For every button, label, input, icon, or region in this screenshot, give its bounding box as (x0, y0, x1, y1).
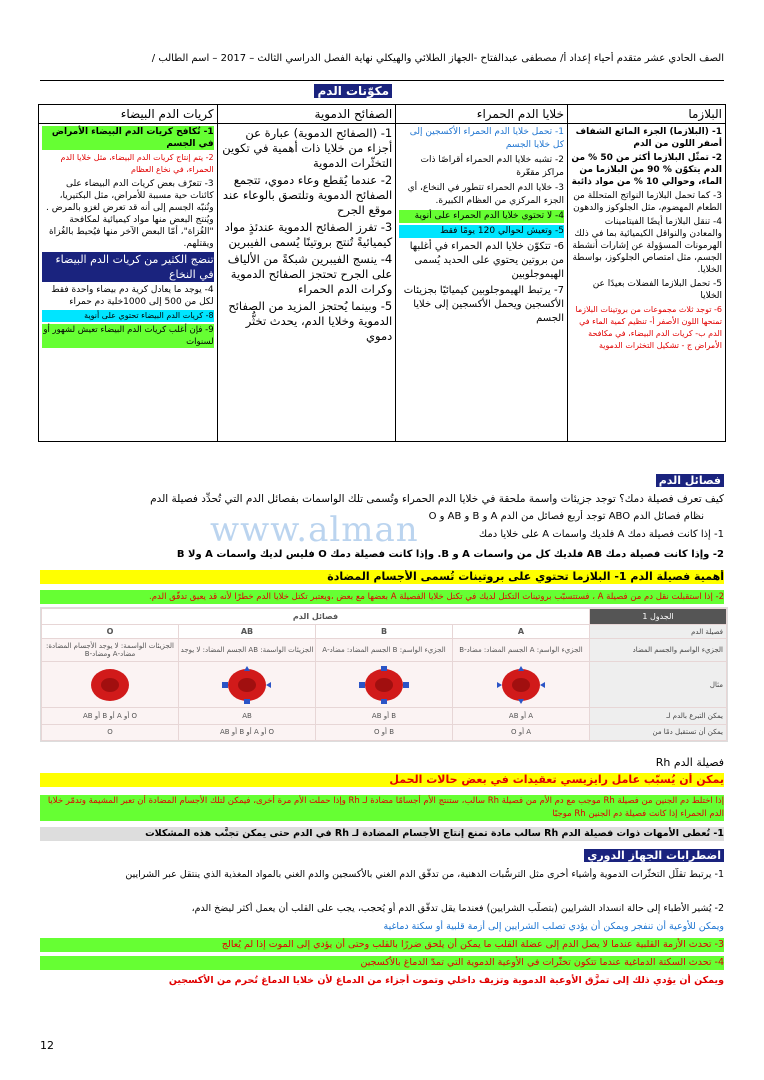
platelets-point-4: 4- ينسج الفيبرين شبكةً من الألياف على الجرح تحتجز الصفائح الدموية وكرات الدم الحمراء (227, 252, 393, 296)
wbc-highlight: تنضج الكثير من كريات الدم البيضاء في النخاع (42, 252, 214, 282)
platelets-point-2: 2- عندما يُقطع وعاء دموي، تتجمع الصفائح الدموية وتلتصق بالوعاء عند موقع الجرح (222, 173, 393, 217)
circulatory-disorders-title: اضطرابات الجهاز الدوري (584, 849, 724, 862)
plasma-point-1: 1- (البلازما) الجزء المائع الشفاف أصفر اللون من الدم (575, 127, 722, 149)
rbc-point-4: 4- لا تحتوي خلايا الدم الحمراء على أنوية (399, 210, 564, 223)
plasma-cell (568, 124, 726, 442)
rbc-point-6: 6- تتكوّن خلايا الدم الحمراء في أغلبها من بروتين يحتوي على الحديد يُسمى الهيموجلوبين (409, 241, 564, 280)
blood-groups-agglutination: 2- إذا استقبلت نقل دم من فصيلة A ، فستتسبّب بروتينات التكتل لديك في تكتل خلايا الفصيلة A بعضها مع بعض ،ويعتبر تكتل خلايا الدم خطرًا لأنه قد يعيق تدفّق الدم. (40, 590, 724, 604)
rh-title: فصيلة الدم Rh (655, 756, 724, 769)
page-number: 12 (40, 1039, 54, 1052)
wbc-point-3: 3- تتعرّف بعض كريات الدم البيضاء على كائنات حية مسببة للأمراض، مثل البكتيريا، وتُنبّه الجسم إلى أنه قد تعرض لغزو بالمرض . ويُنتج البعض منها مواد كيميائية لمكافحة "الغُزاة"، أمّا البعض الآخر منها فيُحيط بالغُزاة ويقتلهم. (45, 179, 214, 249)
plasma-point-2: 2- تمثّل البلازما أكثر من 50 % من الدم يتكوّن % 90 من البلازما من الماء، وحوالي 10 % من مواد ذائبة (571, 153, 722, 187)
blood-groups-line-2: 2- وإذا كانت فصيلة دمك AB فلديك كل من واسمات A و B. وإذا كانت فصيلة دمك O فليس لديك واسمات A ولا B (176, 549, 724, 560)
wbc-point-9: 9- فإن أغلب كريات الدم البيضاء تعيش لشهور أو لسنوات (43, 325, 214, 347)
rh-line-2: إذا اختلط دم الجنين من فصيلة Rh موجب مع دم الأم من فصيلة Rh سالب، ستنتج الأم أجسامًا مضادة لـ Rh وإذا حملت الأم مرة أخرى، فيمكن لتلك الأجسام المضادة أن تعبر المشيمة وتدمّر خلايا الدم الحمراء إذا كانت فصيلة دم الجنين Rh موجبًا (40, 795, 724, 821)
section-title-blood-components: مكوّنات الدم (314, 84, 392, 98)
row-label-example: مثال (590, 661, 727, 708)
blood-groups-question: كيف تعرف فصيلة دمك؟ توجد جزيئات واسمة ملحقة في خلايا الدم الحمراء وتُسمى تلك الواسمات بفصائل الدم التي تُحدِّد فصيلة الدم (150, 493, 724, 505)
header-wbc: كريات الدم البيضاء (39, 105, 218, 124)
plasma-point-6: 6- توجد ثلاث مجموعات من بروتينات البلازما تمنحها اللون الأصفر أ- تنظيم كمية الماء في الدم ب- كريات الدم البيضاء، في مكافحة الأمراض ج - تشكيل التخثرات الدموية (575, 305, 722, 350)
circ-line-1: 1- يرتبط تقلُّل التخثّرات الدموية وأشياء أخرى مثل الترسُّبات الدهنية، من تدفُّق الدم الغني بالأكسجين والدم الغني بالمواد المغذية الذي ينتقل عبر الشرايين (125, 869, 724, 880)
rbc-point-3: 3- خلايا الدم الحمراء تتطور في النخاع، أي الجزء المركزي من العظام الكبيرة. (407, 183, 564, 206)
rbc-point-2: 2- تشبه خلايا الدم الحمراء أقراصًا ذات مراكز مقعّرة (420, 155, 564, 178)
blood-type-figure (40, 607, 728, 742)
blood-components-table (38, 104, 726, 442)
blood-groups-title: فصائل الدم (656, 474, 724, 487)
row-label-type: فصيلة الدم (590, 625, 727, 639)
watermark: www.alman (210, 510, 419, 550)
header-platelets: الصفائح الدموية (217, 105, 396, 124)
rh-line-1: يمكن أن يُسبّب عامل رايزيسي تعقيدات في بعض حالات الحمل (40, 773, 724, 787)
group-b-receive: B أو O (316, 724, 453, 740)
group-b-donate: B أو AB (316, 708, 453, 724)
red-blood-cell-o-icon (75, 664, 145, 706)
red-blood-cell-b-icon (349, 664, 419, 706)
group-a-label: A (453, 625, 590, 639)
header-rbc: خلايا الدم الحمراء (396, 105, 568, 124)
group-ab-receive: O أو A أو B أو AB (179, 724, 316, 740)
figure-subtitle: فصائل الدم (42, 609, 590, 625)
plasma-point-5: 5- تحمل البلازما الفضلات بعيدًا عن الخلايا (592, 279, 722, 301)
platelets-point-3: 3- تفرز الصفائح الدموية عندئذٍ مواد كيميائيةً تُنتج بروتينًا يُسمى الفيبرين (224, 220, 393, 249)
circ-line-3: ويمكن للأوعية أن تنفجر ويمكن أن يؤدي تصلب الشرايين إلى أزمة قلبية أو سكتة دماغية (383, 921, 724, 932)
group-ab-label: AB (179, 625, 316, 639)
group-a-donate: A أو AB (453, 708, 590, 724)
group-o-label: O (42, 625, 179, 639)
group-b-markers: الجزيء الواسم: B الجسم المضاد: مضاد-A (316, 639, 453, 661)
rbc-point-7: 7- يرتبط الهيموجلوبين كيميائيًا بجزيئات الأكسجين ويحمل الأكسجين إلى خلايا الجسم (403, 285, 564, 324)
group-b-label: B (316, 625, 453, 639)
platelets-cell (217, 124, 396, 442)
rbc-point-1: 1- تحمل خلايا الدم الحمراء الأكسجين إلى كل خلايا الجسم (409, 127, 564, 150)
group-a-example (453, 661, 590, 708)
plasma-point-3: 3- كما تحمل البلازما النواتج المتحللة من الطعام المهضوم، مثل الجلوكوز والدهون (573, 191, 722, 213)
group-a-receive: A أو O (453, 724, 590, 740)
group-ab-markers: الجزيئات الواسمة: AB الجسم المضاد: لا يوجد (179, 639, 316, 661)
wbc-point-1: 1- تُكافح كريات الدم البيضاء الأمراض في الجسم (42, 126, 214, 150)
circ-line-2: 2- يُشير الأطباء إلى حالة انسداد الشرايين (بتصلُّب الشرايين) فعندما يقل تدفُّق الدم أو يُحجب، يجب على القلب أن يعمل أكثر ليضخ الدم، (191, 903, 724, 914)
rbc-cell (396, 124, 568, 442)
platelets-point-5: 5- وبينما يُحتجز المزيد من الصفائح الدموية وخلايا الدم، يحدث تخثُّر دموي (228, 299, 393, 343)
circ-line-6: ويمكن أن يؤدي ذلك إلى تمزُّق الأوعية الدموية وتزيف داخلي وتموت أجزاء من الدماغ لأن خلايا الدماغ تُحرم من الأكسجين (168, 975, 724, 986)
group-b-example (316, 661, 453, 708)
blood-groups-line-1: 1- إذا كانت فصيلة دمك A فلديك واسمات A على خلايا دمك (478, 529, 724, 540)
row-label-receive: يمكن أن تستقبل دمًا من (590, 724, 727, 740)
group-ab-example (179, 661, 316, 708)
header-plasma: البلازما (568, 105, 726, 124)
platelets-point-1: 1- (الصفائح الدموية) عبارة عن أجزاء من خلايا ذات أهمية في تكوين التخثّرات الدموية (222, 126, 393, 170)
group-o-example (42, 661, 179, 708)
circ-line-4: 3- تحدث الأزمة القلبية عندما لا يصل الدم إلى عضلة القلب ما يمكن أن يلحق ضررًا بالقلب وحتى أن يؤدي إلى الموت إذا لم يُعالج (40, 938, 724, 952)
row-label-donate: يمكن التبرع بالدم لـ (590, 708, 727, 724)
wbc-cell (39, 124, 218, 442)
wbc-point-8: 8- كريات الدم البيضاء تحتوي على أنوية (42, 310, 214, 322)
group-ab-donate: AB (179, 708, 316, 724)
rh-line-3: 1- تُعطى الأمهات ذوات فصيلة الدم Rh سالب مادة تمنع إنتاج الأجسام المضادة لـ Rh في الدم حتى يمكن تجنُّب هذه المشكلات (40, 827, 724, 841)
group-o-donate: O أو A أو B أو AB (42, 708, 179, 724)
group-a-markers: الجزيء الواسم: A الجسم المضاد: مضاد-B (453, 639, 590, 661)
row-label-markers: الجزيء الواسم والجسم المضاد (590, 639, 727, 661)
wbc-point-2: 2- يتم إنتاج كريات الدم البيضاء، مثل خلايا الدم الحمراء، في نخاع العظام (60, 153, 214, 174)
figure-title: الجدول 1 (590, 609, 727, 625)
group-o-receive: O (42, 724, 179, 740)
plasma-point-4: 4- تنقل البلازما أيضًا الفيتامينات والمعادن والنواقل الكيميائية بما في ذلك الهرمونات المسؤولة عن إشارات أنشطة الجسم، مثل امتصاص الجلوكوز، بواسطة الخلايا. (572, 217, 722, 275)
blood-groups-abo: نظام فصائل الدم ABO توجد أربع فصائل من الدم A و B و AB و O (428, 511, 704, 522)
red-blood-cell-a-icon (486, 664, 556, 706)
blood-groups-importance: أهمية فصيلة الدم 1- البلازما تحتوي على بروتينات تُسمى الأجسام المضادة (40, 570, 724, 584)
wbc-point-4: 4- يوجد ما يعادل كرية دم بيضاء واحدة فقط لكل من 500 إلى 1000خلية دم حمراء (51, 285, 214, 307)
red-blood-cell-ab-icon (212, 664, 282, 706)
rbc-point-5: 5- وتعيش لحوالي 120 يومًا فقط (399, 225, 564, 238)
circ-line-5: 4- تحدث السكتة الدماغية عندما تتكون تخثّرات في الأوعية الدموية التي تمدّ الدماغ بالأكسجين (40, 956, 724, 970)
page-header: الصف الحادي عشر متقدم أحياء إعداد أ/ مصطفى عبدالفتاح -الجهاز الطلائي والهيكلي نهاية الفصل الدراسي الثالث – 2017 – اسم الطالب / (40, 52, 724, 81)
group-o-markers: الجزيئات الواسمة: لا يوجد الأجسام المضادة: مضاد-A ومضاد-B (42, 639, 179, 661)
